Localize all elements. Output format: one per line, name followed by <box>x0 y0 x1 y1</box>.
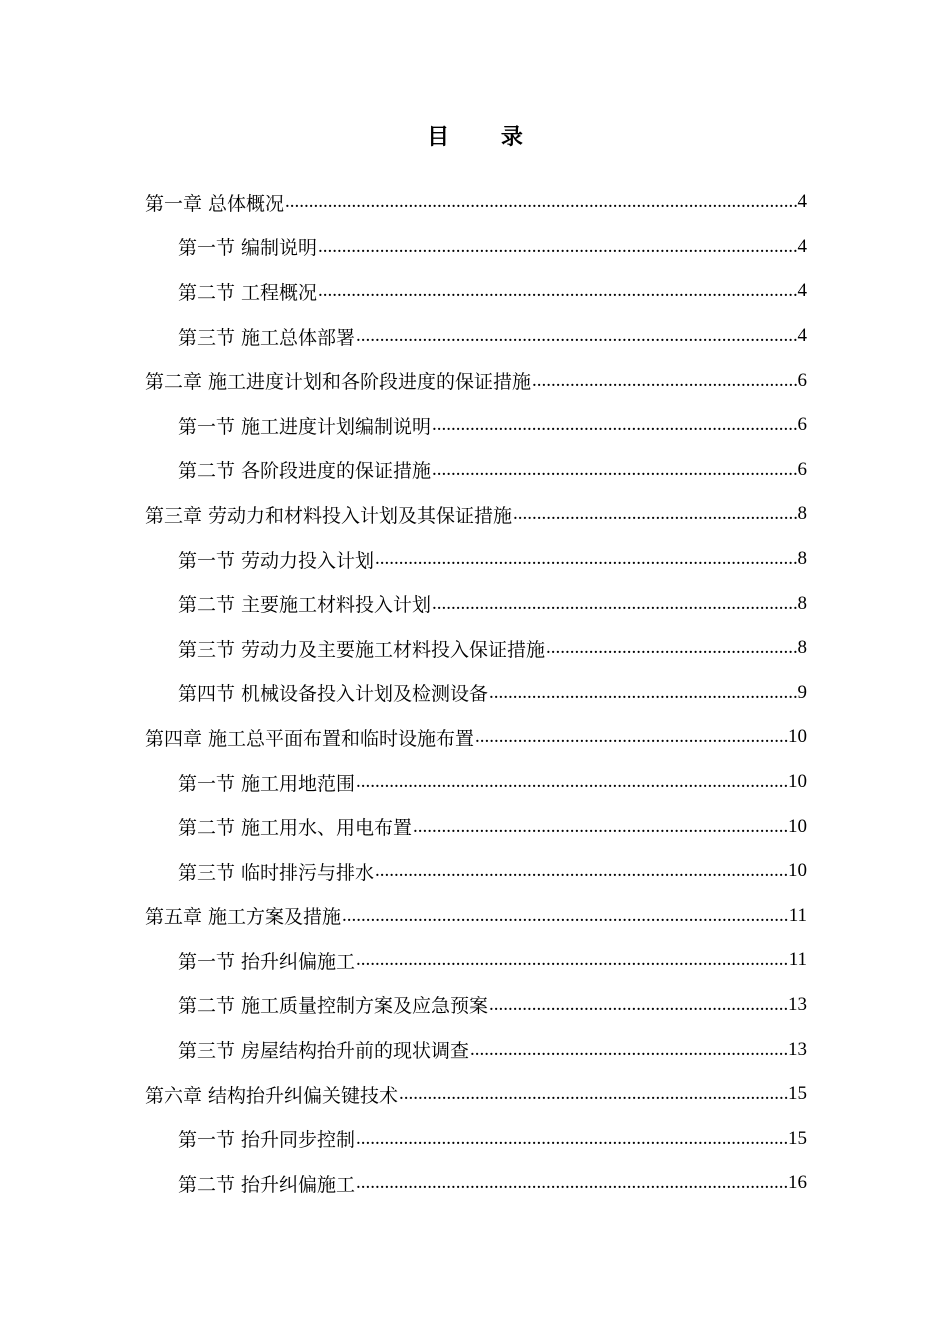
toc-chapter-entry[interactable] <box>145 1072 807 1117</box>
toc-entry-label: 第一节 编制说明 <box>178 237 318 260</box>
toc-entry-label: 第二节 抬升纠偏施工 <box>178 1173 356 1196</box>
toc-entry-label: 第一节 抬升同步控制 <box>178 1129 356 1152</box>
toc-section-entry[interactable] <box>145 804 807 849</box>
toc-page-number: 4 <box>797 280 807 302</box>
table-of-contents <box>145 180 807 1206</box>
toc-dot-leader <box>398 1083 788 1105</box>
toc-dot-leader <box>545 637 797 659</box>
toc-page-number: 11 <box>788 949 807 971</box>
toc-section-entry[interactable] <box>145 760 807 805</box>
toc-section-entry[interactable] <box>145 269 807 314</box>
toc-entry-label: 第三节 施工总体部署 <box>178 326 356 349</box>
toc-page-number: 13 <box>788 1038 807 1060</box>
toc-page-number: 15 <box>788 1127 807 1149</box>
toc-dot-leader <box>355 1128 788 1150</box>
toc-entry-label: 第三节 临时排污与排水 <box>178 861 375 884</box>
toc-entry-label: 第一节 施工进度计划编制说明 <box>178 415 432 438</box>
toc-entry-label: 第二节 主要施工材料投入计划 <box>178 594 432 617</box>
toc-chapter-entry[interactable] <box>145 715 807 760</box>
toc-entry-label: 第五章 施工方案及措施 <box>145 906 342 929</box>
toc-dot-leader <box>355 325 797 347</box>
toc-dot-leader <box>374 860 788 882</box>
toc-page-number: 8 <box>797 503 807 525</box>
toc-page-number: 16 <box>788 1172 807 1194</box>
toc-page-number: 6 <box>797 414 807 436</box>
toc-chapter-entry[interactable] <box>145 180 807 225</box>
toc-dot-leader <box>474 726 788 748</box>
toc-dot-leader <box>488 682 797 704</box>
toc-dot-leader <box>512 503 797 525</box>
toc-section-entry[interactable] <box>145 225 807 270</box>
toc-entry-label: 第六章 结构抬升纠偏关键技术 <box>145 1084 399 1107</box>
toc-dot-leader <box>431 459 797 481</box>
toc-entry-label: 第一节 抬升纠偏施工 <box>178 950 356 973</box>
toc-dot-leader <box>374 548 797 570</box>
toc-section-entry[interactable] <box>145 314 807 359</box>
toc-chapter-entry[interactable] <box>145 492 807 537</box>
toc-page-number: 10 <box>788 815 807 837</box>
toc-section-entry[interactable] <box>145 1027 807 1072</box>
toc-page-number: 9 <box>797 681 807 703</box>
toc-entry-label: 第四章 施工总平面布置和临时设施布置 <box>145 727 475 750</box>
toc-entry-label: 第一章 总体概况 <box>145 192 285 215</box>
toc-page-number: 8 <box>797 592 807 614</box>
toc-page-number: 6 <box>797 369 807 391</box>
toc-dot-leader <box>355 771 788 793</box>
toc-section-entry[interactable] <box>145 448 807 493</box>
toc-chapter-entry[interactable] <box>145 358 807 403</box>
toc-dot-leader <box>488 994 788 1016</box>
toc-page-number: 4 <box>797 235 807 257</box>
toc-chapter-entry[interactable] <box>145 894 807 939</box>
toc-page-number: 10 <box>788 771 807 793</box>
toc-dot-leader <box>355 1172 788 1194</box>
toc-entry-label: 第一节 施工用地范围 <box>178 772 356 795</box>
toc-entry-label: 第三章 劳动力和材料投入计划及其保证措施 <box>145 504 513 527</box>
toc-dot-leader <box>341 905 789 927</box>
toc-section-entry[interactable] <box>145 1161 807 1206</box>
toc-section-entry[interactable] <box>145 1116 807 1161</box>
toc-entry-label: 第三节 房屋结构抬升前的现状调查 <box>178 1040 470 1063</box>
toc-page-number: 13 <box>788 993 807 1015</box>
toc-dot-leader <box>355 949 789 971</box>
toc-page-number: 10 <box>788 726 807 748</box>
toc-section-entry[interactable] <box>145 671 807 716</box>
toc-page-number: 10 <box>788 860 807 882</box>
toc-dot-leader <box>284 191 797 213</box>
toc-dot-leader <box>317 236 797 258</box>
toc-dot-leader <box>431 414 797 436</box>
toc-entry-label: 第二节 各阶段进度的保证措施 <box>178 460 432 483</box>
toc-page-number: 4 <box>797 191 807 213</box>
toc-dot-leader <box>531 370 797 392</box>
toc-entry-label: 第三节 劳动力及主要施工材料投入保证措施 <box>178 638 546 661</box>
toc-page-number: 8 <box>797 548 807 570</box>
toc-dot-leader <box>317 280 797 302</box>
toc-page-number: 11 <box>788 904 807 926</box>
toc-dot-leader <box>431 593 797 615</box>
toc-section-entry[interactable] <box>145 849 807 894</box>
toc-section-entry[interactable] <box>145 626 807 671</box>
toc-dot-leader <box>412 816 788 838</box>
toc-entry-label: 第二章 施工进度计划和各阶段进度的保证措施 <box>145 371 532 394</box>
toc-dot-leader <box>469 1039 788 1061</box>
toc-entry-label: 第二节 施工用水、用电布置 <box>178 817 413 840</box>
toc-section-entry[interactable] <box>145 938 807 983</box>
toc-section-entry[interactable] <box>145 983 807 1028</box>
toc-entry-label: 第一节 劳动力投入计划 <box>178 549 375 572</box>
toc-section-entry[interactable] <box>145 581 807 626</box>
toc-page-number: 6 <box>797 458 807 480</box>
toc-page-number: 15 <box>788 1083 807 1105</box>
toc-entry-label: 第二节 施工质量控制方案及应急预案 <box>178 995 489 1018</box>
toc-page-number: 4 <box>797 325 807 347</box>
page-title: 目 录 <box>427 124 545 150</box>
toc-section-entry[interactable] <box>145 537 807 582</box>
toc-page-number: 8 <box>797 637 807 659</box>
toc-section-entry[interactable] <box>145 403 807 448</box>
toc-entry-label: 第四节 机械设备投入计划及检测设备 <box>178 683 489 706</box>
toc-entry-label: 第二节 工程概况 <box>178 281 318 304</box>
